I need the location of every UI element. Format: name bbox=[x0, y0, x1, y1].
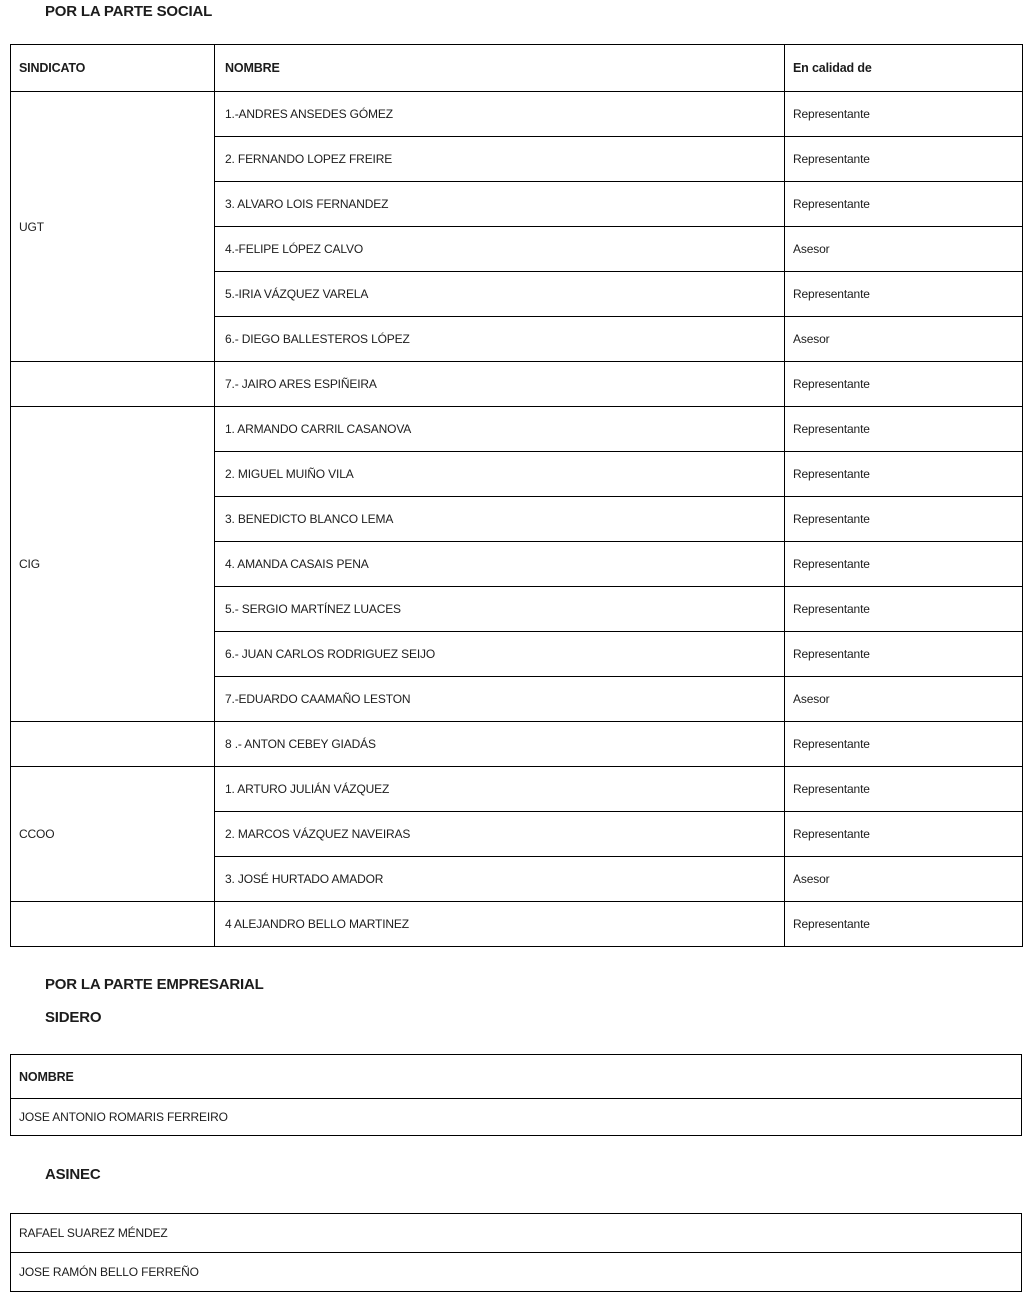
table-row bbox=[11, 92, 1023, 137]
sindicato-cell-empty bbox=[11, 902, 215, 947]
calidad-cell: Representante bbox=[785, 452, 1023, 497]
calidad-cell: Representante bbox=[785, 542, 1023, 587]
section-heading-parte-empresarial: POR LA PARTE EMPRESARIAL bbox=[45, 976, 264, 993]
section-heading-parte-social: POR LA PARTE SOCIAL bbox=[45, 3, 213, 20]
table-row bbox=[11, 902, 1023, 947]
asinec-table bbox=[10, 1213, 1022, 1292]
calidad-cell: Representante bbox=[785, 812, 1023, 857]
nombre-cell: 3. JOSÉ HURTADO AMADOR bbox=[215, 857, 785, 902]
sindicato-cell-empty bbox=[11, 722, 215, 767]
calidad-cell: Representante bbox=[785, 767, 1023, 812]
nombre-cell: 3. ALVARO LOIS FERNANDEZ bbox=[215, 182, 785, 227]
calidad-cell: Representante bbox=[785, 632, 1023, 677]
calidad-cell: Representante bbox=[785, 497, 1023, 542]
sindicato-cell-empty bbox=[11, 362, 215, 407]
calidad-cell: Representante bbox=[785, 92, 1023, 137]
calidad-cell: Asesor bbox=[785, 857, 1023, 902]
calidad-cell: Asesor bbox=[785, 227, 1023, 272]
nombre-cell: 2. FERNANDO LOPEZ FREIRE bbox=[215, 137, 785, 182]
nombre-cell: 4. AMANDA CASAIS PENA bbox=[215, 542, 785, 587]
nombre-cell: 2. MARCOS VÁZQUEZ NAVEIRAS bbox=[215, 812, 785, 857]
calidad-cell: Representante bbox=[785, 272, 1023, 317]
nombre-cell: 3. BENEDICTO BLANCO LEMA bbox=[215, 497, 785, 542]
nombre-cell: 7.-EDUARDO CAAMAÑO LESTON bbox=[215, 677, 785, 722]
sidero-table-header-row bbox=[11, 1055, 1022, 1099]
nombre-cell: 5.- SERGIO MARTÍNEZ LUACES bbox=[215, 587, 785, 632]
table-row bbox=[11, 362, 1023, 407]
nombre-cell: JOSE ANTONIO ROMARIS FERREIRO bbox=[11, 1099, 1022, 1136]
calidad-cell: Representante bbox=[785, 587, 1023, 632]
calidad-cell: Representante bbox=[785, 902, 1023, 947]
nombre-cell: RAFAEL SUAREZ MÉNDEZ bbox=[11, 1214, 1022, 1253]
table-row bbox=[11, 1253, 1022, 1292]
sindicato-cell-cig: CIG bbox=[11, 407, 215, 722]
calidad-cell: Representante bbox=[785, 722, 1023, 767]
calidad-cell: Representante bbox=[785, 362, 1023, 407]
nombre-cell: 5.-IRIA VÁZQUEZ VARELA bbox=[215, 272, 785, 317]
calidad-cell: Representante bbox=[785, 182, 1023, 227]
nombre-cell: 2. MIGUEL MUIÑO VILA bbox=[215, 452, 785, 497]
sindicato-cell-ccoo: CCOO bbox=[11, 767, 215, 902]
nombre-cell: 8 .- ANTON CEBEY GIADÁS bbox=[215, 722, 785, 767]
nombre-cell: 4.-FELIPE LÓPEZ CALVO bbox=[215, 227, 785, 272]
social-table-header-row bbox=[11, 45, 1023, 92]
column-header-nombre: NOMBRE bbox=[215, 45, 785, 92]
nombre-cell: 1.-ANDRES ANSEDES GÓMEZ bbox=[215, 92, 785, 137]
calidad-cell: Asesor bbox=[785, 677, 1023, 722]
nombre-cell: 7.- JAIRO ARES ESPIÑEIRA bbox=[215, 362, 785, 407]
calidad-cell: Representante bbox=[785, 407, 1023, 452]
nombre-cell: 1. ARTURO JULIÁN VÁZQUEZ bbox=[215, 767, 785, 812]
nombre-cell: 6.- JUAN CARLOS RODRIGUEZ SEIJO bbox=[215, 632, 785, 677]
column-header-nombre: NOMBRE bbox=[11, 1055, 1022, 1099]
sindicato-cell-ugt: UGT bbox=[11, 92, 215, 362]
social-table bbox=[10, 44, 1023, 947]
calidad-cell: Asesor bbox=[785, 317, 1023, 362]
nombre-cell: 4 ALEJANDRO BELLO MARTINEZ bbox=[215, 902, 785, 947]
table-row bbox=[11, 767, 1023, 812]
table-row bbox=[11, 407, 1023, 452]
nombre-cell: 6.- DIEGO BALLESTEROS LÓPEZ bbox=[215, 317, 785, 362]
section-heading-sidero: SIDERO bbox=[45, 1009, 102, 1026]
sidero-table bbox=[10, 1054, 1022, 1136]
table-row bbox=[11, 1214, 1022, 1253]
column-header-calidad: En calidad de bbox=[785, 45, 1023, 92]
table-row bbox=[11, 1099, 1022, 1136]
nombre-cell: JOSE RAMÓN BELLO FERREÑO bbox=[11, 1253, 1022, 1292]
column-header-sindicato: SINDICATO bbox=[11, 45, 215, 92]
section-heading-asinec: ASINEC bbox=[45, 1166, 101, 1183]
table-row bbox=[11, 722, 1023, 767]
nombre-cell: 1. ARMANDO CARRIL CASANOVA bbox=[215, 407, 785, 452]
calidad-cell: Representante bbox=[785, 137, 1023, 182]
